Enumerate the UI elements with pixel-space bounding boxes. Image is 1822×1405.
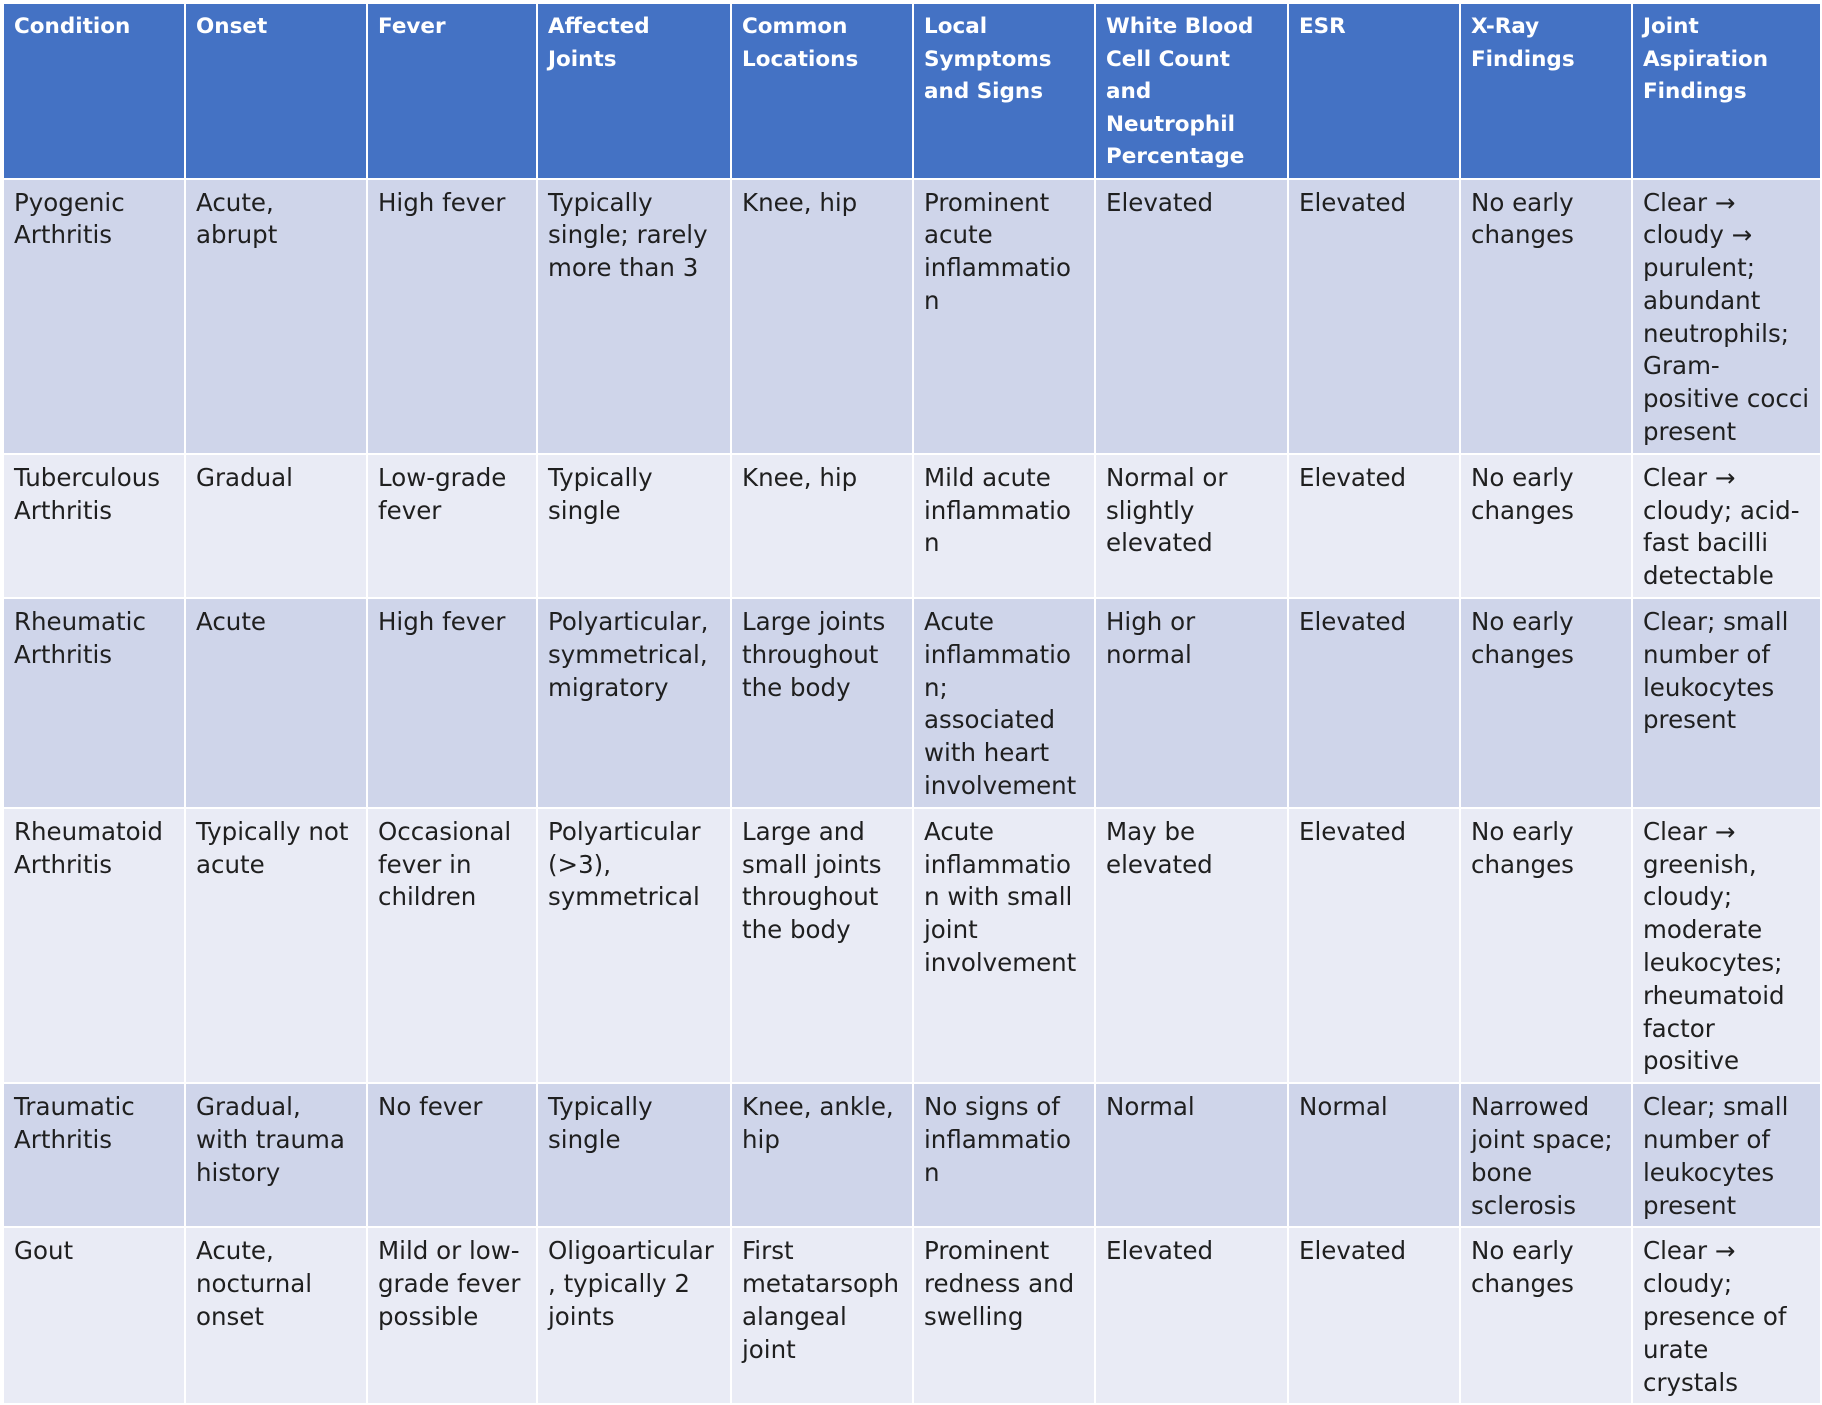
table-cell: No early changes: [1460, 1227, 1632, 1404]
table-cell: No early changes: [1460, 179, 1632, 454]
table-cell: Narrowed joint space; bone sclerosis: [1460, 1083, 1632, 1227]
table-cell: Clear; small number of leukocytes present: [1632, 1083, 1821, 1227]
table-row: [3, 1083, 1821, 1227]
table-cell: Typically single: [537, 1083, 731, 1227]
table-cell: Elevated: [1288, 1227, 1460, 1404]
table-cell: Typically single; rarely more than 3: [537, 179, 731, 454]
table-cell: Typically single: [537, 454, 731, 598]
table-cell: Clear → cloudy; acid-fast bacilli detectable: [1632, 454, 1821, 598]
table-cell: May be elevated: [1095, 808, 1288, 1083]
table-cell: Acute inflammation; associated with heart involvement: [913, 598, 1095, 808]
table-cell: Gradual, with trauma history: [185, 1083, 367, 1227]
table-row: [3, 454, 1821, 598]
header-row: [3, 3, 1821, 179]
table-cell: Clear; small number of leukocytes present: [1632, 598, 1821, 808]
table-cell: High fever: [367, 598, 537, 808]
table-cell: Polyarticular, symmetrical, migratory: [537, 598, 731, 808]
table-cell: Gradual: [185, 454, 367, 598]
table-cell: Tuberculous Arthritis: [3, 454, 185, 598]
table-row: [3, 598, 1821, 808]
table-cell: No signs of inflammation: [913, 1083, 1095, 1227]
column-header: Affected Joints: [537, 3, 731, 179]
table-cell: Elevated: [1095, 179, 1288, 454]
table-cell: First metatarsophalangeal joint: [731, 1227, 913, 1404]
column-header: Joint Aspiration Findings: [1632, 3, 1821, 179]
table-cell: Oligoarticular, typically 2 joints: [537, 1227, 731, 1404]
table-cell: Elevated: [1288, 808, 1460, 1083]
table-cell: Knee, ankle, hip: [731, 1083, 913, 1227]
column-header: Local Symptoms and Signs: [913, 3, 1095, 179]
table-cell: Large joints throughout the body: [731, 598, 913, 808]
table-cell: No early changes: [1460, 808, 1632, 1083]
column-header: White Blood Cell Count and Neutrophil Percentage: [1095, 3, 1288, 179]
table-row: [3, 1227, 1821, 1404]
table-cell: Elevated: [1288, 179, 1460, 454]
table-cell: Knee, hip: [731, 179, 913, 454]
table-cell: Mild or low-grade fever possible: [367, 1227, 537, 1404]
table-row: [3, 808, 1821, 1083]
table-row: [3, 179, 1821, 454]
table-cell: Acute, nocturnal onset: [185, 1227, 367, 1404]
arthritis-comparison-table: [2, 2, 1822, 1405]
column-header: ESR: [1288, 3, 1460, 179]
table-cell: Low-grade fever: [367, 454, 537, 598]
table-cell: No fever: [367, 1083, 537, 1227]
table-cell: Traumatic Arthritis: [3, 1083, 185, 1227]
table-cell: Clear → greenish, cloudy; moderate leukocytes; rheumatoid factor positive: [1632, 808, 1821, 1083]
table-cell: Elevated: [1095, 1227, 1288, 1404]
table-cell: Mild acute inflammation: [913, 454, 1095, 598]
column-header: Common Locations: [731, 3, 913, 179]
table-cell: Polyarticular (>3), symmetrical: [537, 808, 731, 1083]
column-header: X-Ray Findings: [1460, 3, 1632, 179]
table-cell: No early changes: [1460, 454, 1632, 598]
table-cell: Rheumatic Arthritis: [3, 598, 185, 808]
table-cell: Acute, abrupt: [185, 179, 367, 454]
table-cell: Knee, hip: [731, 454, 913, 598]
table-cell: Prominent acute inflammation: [913, 179, 1095, 454]
table-cell: Occasional fever in children: [367, 808, 537, 1083]
table-cell: Normal: [1095, 1083, 1288, 1227]
table-cell: Typically not acute: [185, 808, 367, 1083]
table-cell: Rheumatoid Arthritis: [3, 808, 185, 1083]
table-cell: Elevated: [1288, 598, 1460, 808]
table-cell: No early changes: [1460, 598, 1632, 808]
table-cell: Prominent redness and swelling: [913, 1227, 1095, 1404]
table-cell: Clear → cloudy → purulent; abundant neutrophils; Gram-positive cocci present: [1632, 179, 1821, 454]
column-header: Fever: [367, 3, 537, 179]
table-cell: Acute inflammation with small joint involvement: [913, 808, 1095, 1083]
column-header: Condition: [3, 3, 185, 179]
table-cell: High or normal: [1095, 598, 1288, 808]
table-cell: Normal or slightly elevated: [1095, 454, 1288, 598]
table-cell: Gout: [3, 1227, 185, 1404]
table-cell: Clear → cloudy; presence of urate crystals: [1632, 1227, 1821, 1404]
column-header: Onset: [185, 3, 367, 179]
table-cell: High fever: [367, 179, 537, 454]
table-cell: Elevated: [1288, 454, 1460, 598]
table-cell: Normal: [1288, 1083, 1460, 1227]
table-cell: Pyogenic Arthritis: [3, 179, 185, 454]
table-cell: Acute: [185, 598, 367, 808]
table-cell: Large and small joints throughout the body: [731, 808, 913, 1083]
